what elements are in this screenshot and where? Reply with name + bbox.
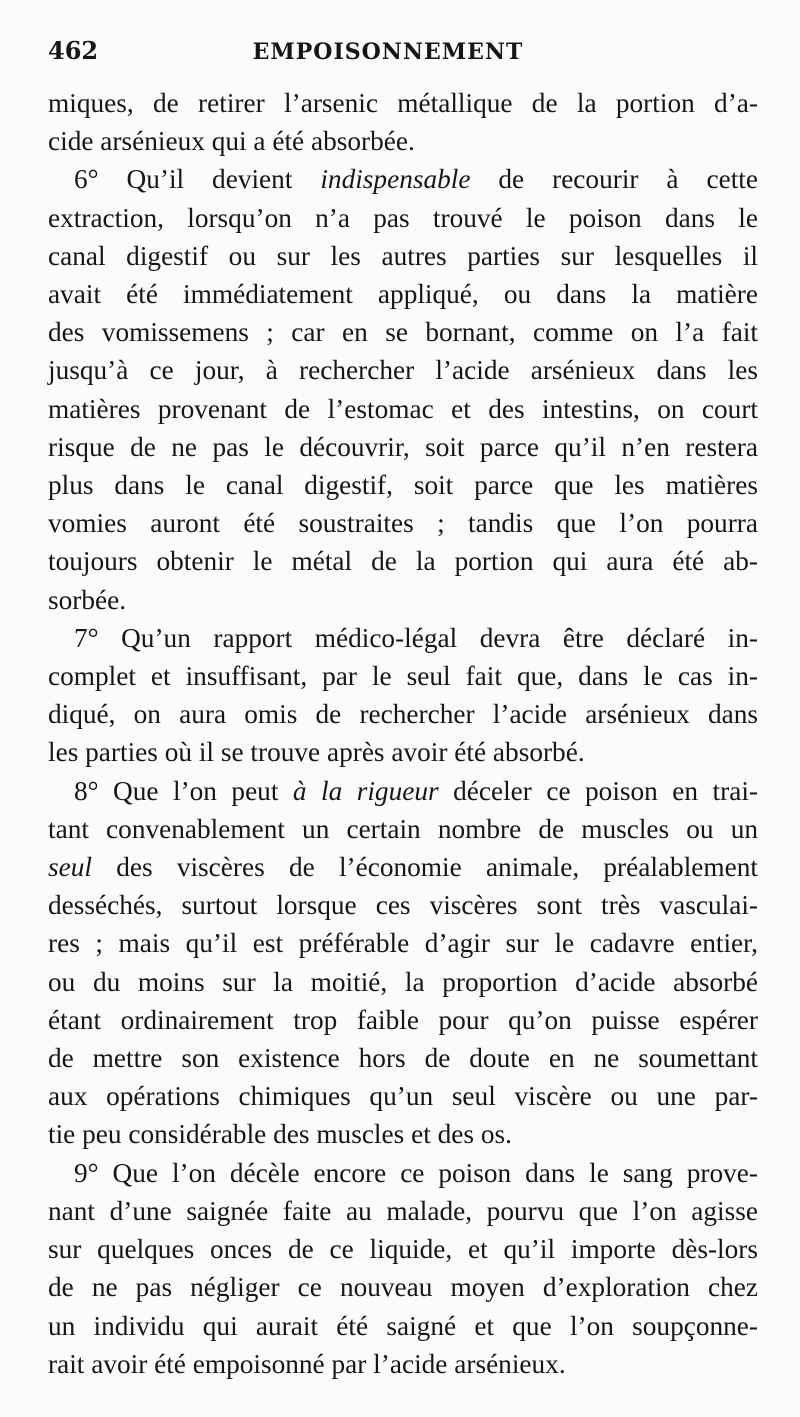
text-line: un individu qui aurait été saigné et que l’on soupçonne- xyxy=(48,1310,758,1341)
text-line: diqué, on aura omis de rechercher l’acide arsénieux dans xyxy=(48,699,758,730)
text-line: ou du moins sur la moitié, la proportion d’acide absorbé xyxy=(48,966,758,997)
text-line: aux opérations chimiques qu’un seul viscère ou une par- xyxy=(48,1081,758,1112)
text-line: 8° Que l’on peut à la rigueur déceler ce poison en trai- xyxy=(74,775,758,806)
text-line: toujours obtenir le métal de la portion qui aura été ab- xyxy=(48,546,758,577)
text-line: sur quelques onces de ce liquide, et qu’il importe dès-lors xyxy=(48,1234,758,1265)
text-line: jusqu’à ce jour, à rechercher l’acide arsénieux dans les xyxy=(48,355,758,386)
text-line: les parties où il se trouve après avoir été absorbé. xyxy=(48,737,585,768)
running-title: EMPOISONNEMENT xyxy=(252,39,524,65)
book-page xyxy=(48,36,758,1383)
text-line: tant convenablement un certain nombre de muscles ou un xyxy=(48,813,758,844)
text-line: des vomissemens ; car en se bornant, comme on l’a fait xyxy=(48,317,758,348)
text-line: seul des viscères de l’économie animale, préalablement xyxy=(48,852,758,883)
text-line: nant d’une saignée faite au malade, pourvu que l’on agisse xyxy=(48,1195,758,1226)
text-line: extraction, lorsqu’on n’a pas trouvé le poison dans le xyxy=(48,202,758,233)
body-text xyxy=(48,84,758,1383)
text-line: res ; mais qu’il est préférable d’agir sur le cadavre entier, xyxy=(48,928,758,959)
text-line: desséchés, surtout lorsque ces viscères sont très vasculai- xyxy=(48,890,758,921)
text-line: 9° Que l’on décèle encore ce poison dans le sang prove- xyxy=(74,1157,758,1188)
text-line: 7° Qu’un rapport médico-légal devra être déclaré in- xyxy=(74,622,758,653)
text-line: cide arsénieux qui a été absorbée. xyxy=(48,126,415,157)
text-line: plus dans le canal digestif, soit parce que les matières xyxy=(48,470,758,501)
text-line: tie peu considérable des muscles et des os. xyxy=(48,1119,512,1150)
text-line: vomies auront été soustraites ; tandis que l’on pourra xyxy=(48,508,758,539)
text-line: canal digestif ou sur les autres parties sur lesquelles il xyxy=(48,240,758,271)
page-number: 462 xyxy=(48,36,99,65)
text-line: miques, de retirer l’arsenic métallique de la portion d’a- xyxy=(48,88,758,118)
text-line: matières provenant de l’estomac et des intestins, on court xyxy=(48,393,758,424)
text-line: étant ordinairement trop faible pour qu’on puisse espérer xyxy=(48,1004,758,1035)
text-line: sorbée. xyxy=(48,584,127,615)
page-header xyxy=(48,36,758,84)
text-line: avait été immédiatement appliqué, ou dans la matière xyxy=(48,279,758,310)
text-line: complet et insuffisant, par le seul fait que, dans le cas in- xyxy=(48,661,758,692)
text-line: de ne pas négliger ce nouveau moyen d’exploration chez xyxy=(48,1272,758,1303)
text-line: rait avoir été empoisonné par l’acide arsénieux. xyxy=(48,1348,566,1379)
text-line: de mettre son existence hors de doute en ne soumettant xyxy=(48,1043,758,1074)
text-line: risque de ne pas le découvrir, soit parce qu’il n’en restera xyxy=(48,431,758,462)
text-line: 6° Qu’il devient indispensable de recourir à cette xyxy=(74,164,758,195)
